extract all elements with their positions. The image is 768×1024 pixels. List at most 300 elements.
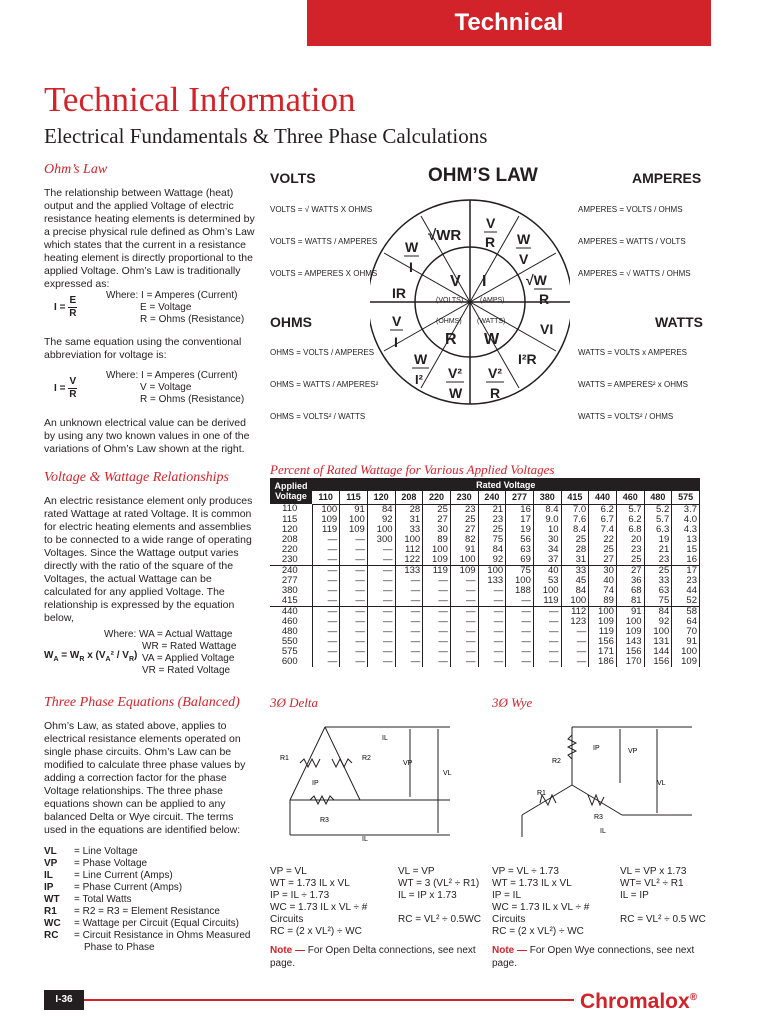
percent-cell: — — [450, 627, 478, 637]
percent-cell: — — [312, 535, 340, 545]
volts-header: VOLTS — [270, 170, 316, 186]
percent-cell: 188 — [506, 586, 534, 596]
term-row: IP = Phase Current (Amps) — [44, 882, 183, 893]
ohms-eq-2-where: Where: I = Amperes (Current) V = Voltage R = Ohms (Resistance) — [106, 370, 245, 405]
ohms-eq-2: I = $\frac{V}{R}$ — [54, 376, 77, 400]
volts-formulas: VOLTS = √ WATTS X OHMS VOLTS = WATTS / AMPERES VOLTS = AMPERES X OHMS — [270, 205, 378, 278]
percent-cell: 16 — [506, 504, 534, 515]
percent-cell: — — [506, 657, 534, 667]
percent-cell: — — [340, 617, 368, 627]
svg-text:V: V — [519, 251, 529, 267]
percent-cell: — — [423, 657, 451, 667]
delta-note: Note — For Open Delta connections, see next page. — [270, 945, 476, 969]
applied-voltage-cell: 277 — [270, 576, 312, 586]
percent-cell: — — [340, 576, 368, 586]
percent-cell: 25 — [589, 545, 617, 555]
equation-line: WT= VL² ÷ R1 — [620, 878, 684, 889]
percent-cell: 63 — [506, 545, 534, 555]
wheel-v2-over-r: V² — [488, 365, 502, 381]
rated-voltage-col: 240 — [478, 491, 506, 504]
table-row — [270, 586, 700, 596]
percent-cell: 100 — [312, 504, 340, 515]
wheel-w-over-i: W — [405, 239, 419, 255]
percent-cell: — — [367, 647, 395, 657]
percent-cell: — — [506, 617, 534, 627]
percent-cell: 6.7 — [589, 515, 617, 525]
percent-cell: — — [506, 627, 534, 637]
percent-cell: 27 — [616, 565, 644, 576]
equation-line: RC = VL² ÷ 0.5 WC — [620, 914, 706, 925]
svg-text:R3: R3 — [594, 814, 603, 821]
equation-line: IL = IP — [620, 890, 649, 901]
percent-cell: 27 — [423, 515, 451, 525]
svg-text:VP: VP — [403, 760, 413, 767]
percent-cell: — — [395, 627, 423, 637]
ohms-eq-1: I = $\frac{E}{R}$ — [54, 295, 77, 319]
wye-note: Note — For Open Wye connections, see next page. — [492, 945, 695, 969]
percent-cell: 119 — [423, 565, 451, 576]
percent-cell: — — [395, 657, 423, 667]
percent-cell: 64 — [672, 617, 700, 627]
ohms-law-wheel — [370, 192, 570, 412]
percent-cell: 31 — [561, 555, 589, 566]
percent-cell: 23 — [672, 576, 700, 586]
rated-voltage-col: 440 — [589, 491, 617, 504]
percent-cell: — — [367, 586, 395, 596]
applied-voltage-cell: 600 — [270, 657, 312, 667]
svg-text:R1: R1 — [537, 790, 546, 797]
percent-cell: 131 — [644, 637, 672, 647]
percent-cell: 4.3 — [672, 525, 700, 535]
table-row — [270, 596, 700, 607]
percent-cell: — — [423, 617, 451, 627]
percent-cell: 82 — [450, 535, 478, 545]
ohms-law-heading: Ohm’s Law — [44, 162, 108, 177]
table-row — [270, 515, 700, 525]
svg-text:IL: IL — [362, 836, 368, 843]
term-row: VP = Phase Voltage — [44, 858, 148, 869]
applied-voltage-cell: 240 — [270, 565, 312, 576]
percent-cell: 33 — [395, 525, 423, 535]
percent-cell: 84 — [367, 504, 395, 515]
page-number: I-36 — [44, 990, 84, 1010]
percent-cell: — — [312, 586, 340, 596]
percent-cell: — — [340, 535, 368, 545]
three-phase-text: Ohm’s Law, as stated above, applies to electrical resistance elements operated on single phase circuits. Ohm’s Law can be modified to calculate three phase values by adding a correction factor for the phase Voltage relationships. The three phase equations shown can be applied to any balanced Delta or Wye circuit. The terms used in the equations are identified below: — [44, 720, 246, 836]
table-heading: Percent of Rated Wattage for Various Applied Voltages — [270, 462, 555, 477]
percent-cell: — — [367, 576, 395, 586]
term-row: WC = Wattage per Circuit (Equal Circuits) — [44, 918, 239, 929]
percent-cell: 19 — [644, 535, 672, 545]
percent-cell: 109 — [672, 657, 700, 667]
svg-text:IP: IP — [312, 780, 319, 787]
percent-cell: 25 — [616, 555, 644, 566]
rated-voltage-col: 120 — [367, 491, 395, 504]
equation-line: VP = VL — [270, 866, 307, 877]
applied-voltage-cell: 480 — [270, 627, 312, 637]
amperes-formulas: AMPERES = VOLTS / OHMS AMPERES = WATTS / VOLTS AMPERES = √ WATTS / OHMS — [578, 205, 691, 278]
percent-cell: 7.4 — [589, 525, 617, 535]
percent-cell: 4.0 — [672, 515, 700, 525]
percent-cell: 40 — [589, 576, 617, 586]
percent-cell: 100 — [589, 606, 617, 617]
percent-cell: 17 — [672, 565, 700, 576]
percent-cell: — — [506, 606, 534, 617]
percent-cell: — — [450, 576, 478, 586]
table-row — [270, 627, 700, 637]
percent-cell: 6.3 — [644, 525, 672, 535]
percent-cell: 100 — [506, 576, 534, 586]
percent-cell: — — [478, 606, 506, 617]
percent-cell: — — [367, 596, 395, 607]
ohms-formulas: OHMS = VOLTS / AMPERES OHMS = WATTS / AMPERES² OHMS = VOLTS² / WATTS — [270, 348, 379, 421]
equation-line: IP = IL ÷ 1.73 — [270, 890, 330, 901]
percent-cell: 9.0 — [533, 515, 561, 525]
svg-text:R2: R2 — [552, 758, 561, 765]
wheel-v-over-i: V — [392, 313, 402, 329]
percent-cell: — — [312, 647, 340, 657]
applied-voltage-cell: 230 — [270, 555, 312, 566]
svg-text:IL: IL — [382, 735, 388, 742]
percent-cell: 100 — [672, 647, 700, 657]
percent-cell: 109 — [589, 617, 617, 627]
table-row — [270, 525, 700, 535]
percent-cell: 171 — [589, 647, 617, 657]
percent-cell: 300 — [367, 535, 395, 545]
percent-cell: — — [340, 565, 368, 576]
percent-cell: 92 — [478, 555, 506, 566]
term-row: IL = Line Current (Amps) — [44, 870, 173, 881]
percent-cell: 100 — [450, 555, 478, 566]
percent-cell: — — [533, 647, 561, 657]
percent-cell: — — [395, 617, 423, 627]
svg-text:R: R — [490, 385, 501, 401]
percent-cell: 92 — [644, 617, 672, 627]
wheel-w-over-v: W — [517, 231, 531, 247]
percent-cell: — — [478, 637, 506, 647]
equation-line — [398, 902, 488, 914]
percent-cell: 25 — [644, 565, 672, 576]
table-row — [270, 504, 700, 515]
svg-text:I²: I² — [415, 372, 423, 387]
percent-cell: 6.8 — [616, 525, 644, 535]
percent-cell: — — [423, 606, 451, 617]
percent-cell: — — [561, 637, 589, 647]
table-row — [270, 606, 700, 617]
percent-cell: 156 — [616, 647, 644, 657]
percent-cell: 33 — [644, 576, 672, 586]
table-row — [270, 637, 700, 647]
percent-cell: 109 — [423, 555, 451, 566]
percent-cell: 30 — [423, 525, 451, 535]
percent-cell: — — [367, 627, 395, 637]
delta-eqs-right — [398, 866, 488, 926]
percent-cell: 23 — [478, 515, 506, 525]
delta-heading: 3Ø Delta — [270, 695, 319, 710]
wheel-sqrt-wr: √WR — [428, 227, 462, 244]
percent-cell: 100 — [340, 515, 368, 525]
svg-text:IP: IP — [593, 745, 600, 752]
percent-cell: — — [340, 586, 368, 596]
percent-cell: — — [450, 657, 478, 667]
applied-voltage-cell: 110 — [270, 504, 312, 515]
brand-logo: Chromalox® — [580, 990, 698, 1013]
percent-cell: 16 — [672, 555, 700, 566]
percent-cell: — — [367, 565, 395, 576]
percent-cell: — — [340, 627, 368, 637]
applied-voltage-cell: 208 — [270, 535, 312, 545]
percent-cell: 91 — [672, 637, 700, 647]
percent-cell: — — [478, 586, 506, 596]
percent-cell: — — [450, 617, 478, 627]
percent-cell: 74 — [589, 586, 617, 596]
percent-cell: 92 — [367, 515, 395, 525]
percent-cell: 75 — [478, 535, 506, 545]
ohms-eq-1-where: Where: I = Amperes (Current) E = Voltage R = Ohms (Resistance) — [106, 290, 245, 325]
percent-cell: — — [450, 596, 478, 607]
wye-eqs-left — [492, 866, 622, 938]
percent-cell: — — [312, 627, 340, 637]
percent-cell: — — [312, 596, 340, 607]
percent-cell: 122 — [395, 555, 423, 566]
percent-cell: 133 — [478, 576, 506, 586]
percent-cell: — — [340, 555, 368, 566]
percent-cell: — — [478, 647, 506, 657]
rated-voltage-col: 380 — [533, 491, 561, 504]
wheel-sqrt-w-over-r: √W — [526, 272, 547, 288]
equation-line: WT = 3 (VL² ÷ R1) — [398, 878, 480, 889]
watts-header: WATTS — [655, 314, 703, 330]
percent-cell: — — [423, 637, 451, 647]
rated-voltage-col: 220 — [423, 491, 451, 504]
percent-cell: 20 — [616, 535, 644, 545]
equation-line: WC = 1.73 IL x VL ÷ # Circuits — [492, 902, 590, 925]
wheel-v: V — [450, 273, 461, 290]
percent-cell: — — [312, 576, 340, 586]
svg-text:VL: VL — [657, 780, 666, 787]
percent-cell: — — [395, 576, 423, 586]
percent-cell: — — [312, 555, 340, 566]
percent-cell: 28 — [561, 545, 589, 555]
percent-cell: 56 — [506, 535, 534, 545]
percent-cell: 100 — [644, 627, 672, 637]
percent-cell: — — [312, 637, 340, 647]
svg-text:R2: R2 — [362, 755, 371, 762]
percent-cell: 22 — [589, 535, 617, 545]
percent-cell: 53 — [533, 576, 561, 586]
table-row — [270, 545, 700, 555]
applied-voltage-cell: 120 — [270, 525, 312, 535]
rated-voltage-col: 575 — [672, 491, 700, 504]
equation-line: RC = (2 x VL²) ÷ WC — [270, 926, 362, 937]
applied-voltage-cell: 220 — [270, 545, 312, 555]
percent-cell: 10 — [533, 525, 561, 535]
percent-cell: — — [478, 617, 506, 627]
table-row — [270, 565, 700, 576]
percent-cell: — — [312, 617, 340, 627]
percent-cell: 27 — [589, 555, 617, 566]
percent-cell: 25 — [450, 515, 478, 525]
percent-cell: 133 — [395, 565, 423, 576]
percent-cell: — — [423, 647, 451, 657]
percent-cell: 100 — [561, 596, 589, 607]
percent-cell: — — [533, 627, 561, 637]
percent-cell: 45 — [561, 576, 589, 586]
ohms-law-intro: The relationship between Wattage (heat) output and the applied Voltage of electric resistance heating elements is determined by a precise physical rule defined as Ohm’s Law which states that the current in a resistance heating element is directly proportional to the applied Voltage. Ohm’s Law is traditionally expressed as: — [44, 187, 255, 290]
percent-cell: 81 — [616, 596, 644, 607]
percent-cell: 123 — [561, 617, 589, 627]
percent-cell: — — [450, 586, 478, 596]
wheel-r: R — [445, 331, 457, 348]
wheel-title: OHM’S LAW — [428, 165, 538, 186]
table-row — [270, 576, 700, 586]
percent-cell: 23 — [616, 545, 644, 555]
percent-cell: 33 — [561, 565, 589, 576]
percent-cell: 100 — [616, 617, 644, 627]
percent-cell: — — [312, 657, 340, 667]
rated-voltage-col: 480 — [644, 491, 672, 504]
percent-cell: 156 — [644, 657, 672, 667]
equation-line: WC = 1.73 IL x VL ÷ # Circuits — [270, 902, 368, 925]
table-row — [270, 657, 700, 667]
delta-eqs-left — [270, 866, 400, 938]
percent-cell: 3.7 — [672, 504, 700, 515]
percent-cell: 100 — [367, 525, 395, 535]
equation-line: IL = IP x 1.73 — [398, 890, 457, 901]
applied-voltage-cell: 440 — [270, 606, 312, 617]
equation-line: RC = (2 x VL²) ÷ WC — [492, 926, 584, 937]
equation-line: WT = 1.73 IL x VL — [270, 878, 350, 889]
percent-cell: 30 — [533, 535, 561, 545]
applied-voltage-cell: 415 — [270, 596, 312, 607]
voltage-wattage-heading: Voltage & Wattage Relationships — [44, 470, 229, 485]
percent-cell: — — [506, 647, 534, 657]
ohms-law-outro: An unknown electrical value can be derived by using any two known values in one of the variations of Ohm’s Law shown at the right. — [44, 417, 250, 455]
percent-cell: 19 — [506, 525, 534, 535]
percent-cell: 89 — [423, 535, 451, 545]
percent-cell: — — [367, 617, 395, 627]
percent-cell: 100 — [395, 535, 423, 545]
percent-cell: 119 — [589, 627, 617, 637]
wheel-i2r: I²R — [518, 351, 537, 367]
percent-cell: 5.7 — [616, 504, 644, 515]
percent-cell: — — [340, 637, 368, 647]
percent-cell: 112 — [561, 606, 589, 617]
percent-cell: 109 — [340, 525, 368, 535]
percent-cell: — — [506, 637, 534, 647]
page-subtitle: Electrical Fundamentals & Three Phase Calculations — [44, 124, 488, 148]
percent-cell: — — [340, 647, 368, 657]
equation-line: WT = 1.73 IL x VL — [492, 878, 572, 889]
percent-cell: 144 — [644, 647, 672, 657]
equation-line: IP = IL — [492, 890, 522, 901]
equation-line — [620, 902, 710, 914]
percent-cell: — — [340, 606, 368, 617]
rated-voltage-col: 277 — [506, 491, 534, 504]
svg-text:R3: R3 — [320, 817, 329, 824]
percent-cell: 7.0 — [561, 504, 589, 515]
svg-text:VP: VP — [628, 748, 638, 755]
svg-text:W: W — [449, 385, 463, 401]
rated-voltage-col: 208 — [395, 491, 423, 504]
percent-cell: — — [395, 647, 423, 657]
percent-cell: 36 — [616, 576, 644, 586]
applied-voltage-cell: 550 — [270, 637, 312, 647]
percent-cell: — — [340, 545, 368, 555]
percent-cell: 100 — [423, 545, 451, 555]
percent-cell: 75 — [644, 596, 672, 607]
wye-diagram — [492, 715, 702, 845]
percent-cell: 27 — [450, 525, 478, 535]
percent-cell: 63 — [644, 586, 672, 596]
percent-cell: — — [478, 596, 506, 607]
wheel-ir: IR — [392, 285, 406, 301]
percent-cell: — — [395, 637, 423, 647]
percent-cell: — — [395, 596, 423, 607]
percent-cell: 109 — [616, 627, 644, 637]
percent-cell: 112 — [395, 545, 423, 555]
percent-cell: 89 — [589, 596, 617, 607]
wye-eqs-right — [620, 866, 710, 926]
svg-text:VL: VL — [443, 770, 452, 777]
rated-voltage-header: Rated Voltage — [312, 478, 700, 491]
section-banner: Technical — [307, 0, 711, 46]
percent-cell: — — [423, 576, 451, 586]
percent-cell: 5.2 — [644, 504, 672, 515]
svg-text:R: R — [539, 291, 550, 307]
rated-voltage-col: 115 — [340, 491, 368, 504]
percent-cell: 21 — [478, 504, 506, 515]
svg-text:R: R — [485, 234, 496, 250]
wheel-v-over-r: V — [486, 215, 496, 231]
footer-rule — [84, 999, 574, 1001]
term-row: WT = Total Watts — [44, 894, 132, 905]
svg-text:R1: R1 — [280, 755, 289, 762]
rated-voltage-col: 415 — [561, 491, 589, 504]
term-row: R1 = R2 = R3 = Element Resistance — [44, 906, 220, 917]
percent-cell: — — [367, 555, 395, 566]
wheel-i-label: (AMPS) — [480, 297, 505, 304]
percent-cell: 58 — [672, 606, 700, 617]
percent-cell: 100 — [478, 565, 506, 576]
percent-cell: 7.6 — [561, 515, 589, 525]
percent-cell: — — [450, 606, 478, 617]
percent-cell: 25 — [561, 535, 589, 545]
percent-cell: — — [533, 606, 561, 617]
percent-cell: 5.7 — [644, 515, 672, 525]
percent-cell: — — [478, 627, 506, 637]
percent-cell: 44 — [672, 586, 700, 596]
percent-cell: 8.4 — [533, 504, 561, 515]
table-row — [270, 535, 700, 545]
percent-cell: — — [506, 596, 534, 607]
table-row — [270, 555, 700, 566]
percent-cell: 91 — [616, 606, 644, 617]
percent-cell: 170 — [616, 657, 644, 667]
percent-cell: — — [533, 637, 561, 647]
terms-list — [44, 846, 264, 954]
equation-line: VL = VP x 1.73 — [620, 866, 687, 877]
percent-cell: — — [340, 657, 368, 667]
svg-text:IL: IL — [600, 828, 606, 835]
delta-diagram — [270, 715, 480, 845]
percent-cell: — — [423, 627, 451, 637]
percent-cell: — — [450, 647, 478, 657]
table-row — [270, 647, 700, 657]
percent-cell: — — [450, 637, 478, 647]
wye-heading: 3Ø Wye — [492, 695, 533, 710]
percent-cell: — — [367, 545, 395, 555]
